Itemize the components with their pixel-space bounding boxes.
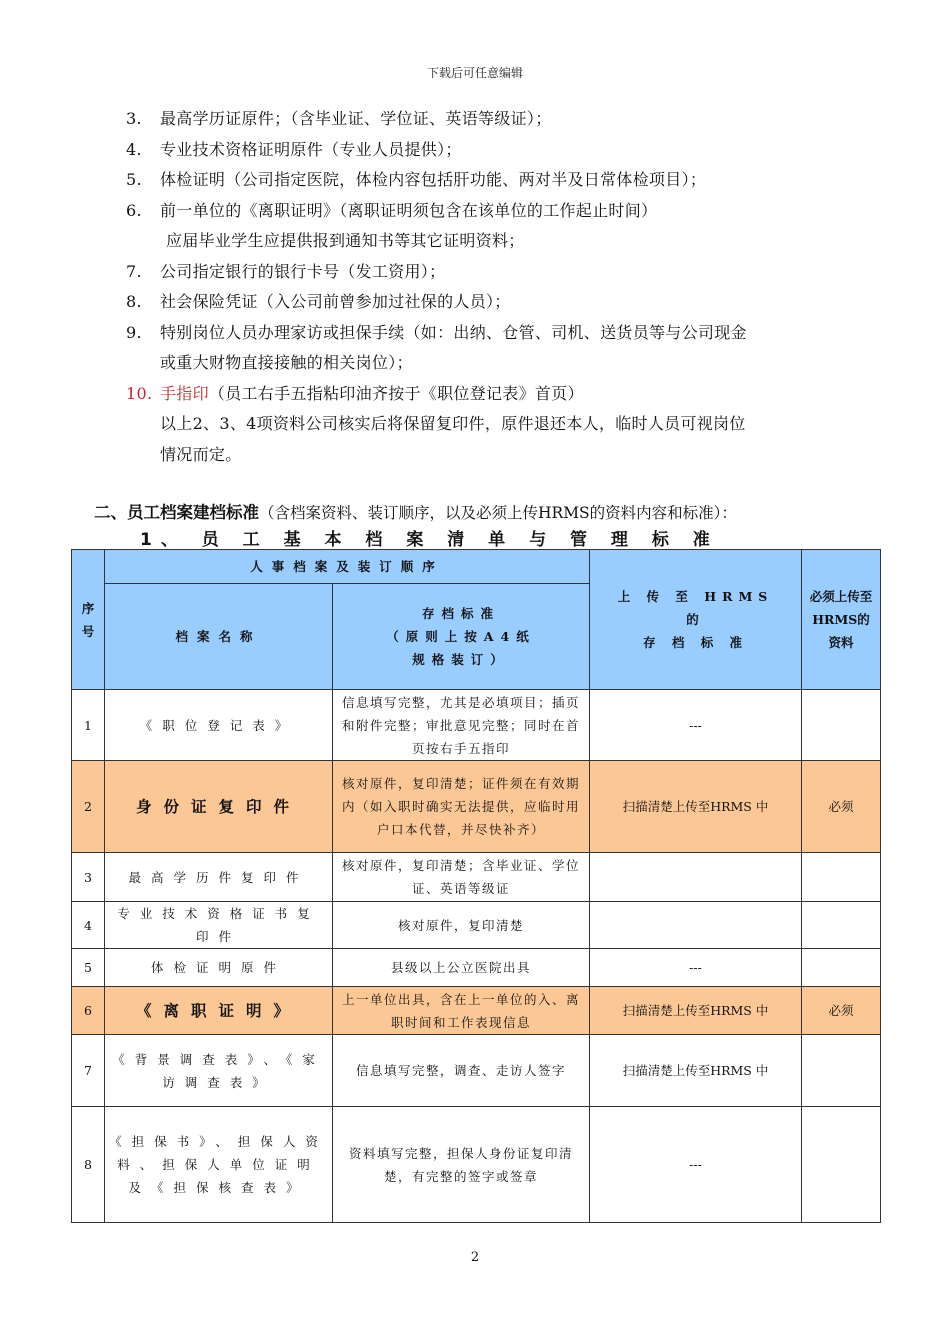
row-upload: 扫描清楚上传至HRMS 中 bbox=[590, 987, 802, 1035]
list-item-continuation: 或重大财物直接接触的相关岗位）； bbox=[160, 353, 413, 372]
row-seq: 8 bbox=[72, 1107, 105, 1223]
row-name: 身份证复印件 bbox=[105, 761, 333, 853]
list-item-continuation: 情况而定。 bbox=[160, 444, 242, 464]
row-must bbox=[802, 1107, 881, 1223]
row-name: 《背景调查表》、《家访调查表》 bbox=[105, 1035, 333, 1107]
row-standard: 信息填写完整，调查、走访人签字 bbox=[333, 1035, 590, 1107]
row-seq: 2 bbox=[72, 761, 105, 853]
row-seq: 1 bbox=[72, 690, 105, 761]
header-standard: 存档标准 （原则上按A4纸 规格装订） bbox=[333, 584, 590, 690]
row-name: 《职位登记表》 bbox=[105, 690, 333, 761]
row-seq: 7 bbox=[72, 1035, 105, 1107]
list-item-continuation: 应届毕业学生应提供报到通知书等其它证明资料； bbox=[166, 231, 525, 250]
row-standard: 上一单位出具，含在上一单位的入、离职时间和工作表现信息 bbox=[333, 987, 590, 1035]
row-upload: 扫描清楚上传至HRMS 中 bbox=[590, 761, 802, 853]
row-standard: 核对原件，复印清楚 bbox=[333, 902, 590, 949]
row-must bbox=[802, 1035, 881, 1107]
row-name: 最高学历件复印件 bbox=[105, 853, 333, 902]
row-must bbox=[802, 949, 881, 987]
row-upload: 扫描清楚上传至HRMS 中 bbox=[590, 1035, 802, 1107]
header-seq: 序号 bbox=[72, 550, 105, 690]
row-seq: 3 bbox=[72, 853, 105, 902]
row-standard: 资料填写完整，担保人身份证复印清楚，有完整的签字或签章 bbox=[333, 1107, 590, 1223]
list-item: 7. 公司指定银行的银行卡号（发工资用）； bbox=[126, 261, 446, 281]
header-must-upload: 必须上传至HRMS的资料 bbox=[802, 550, 881, 690]
section-note: （含档案资料、装订顺序，以及必须上传HRMS的资料内容和标准）： bbox=[259, 504, 737, 522]
table-row bbox=[72, 987, 881, 1035]
row-must bbox=[802, 853, 881, 902]
row-standard: 县级以上公立医院出具 bbox=[333, 949, 590, 987]
row-must bbox=[802, 902, 881, 949]
table-row bbox=[72, 853, 881, 902]
row-must: 必须 bbox=[802, 987, 881, 1035]
row-must: 必须 bbox=[802, 761, 881, 853]
header-upload: 上 传 至 HRMS 的 存 档 标 准 bbox=[590, 550, 802, 690]
row-name: 体检证明原件 bbox=[105, 949, 333, 987]
list-item: 4. 专业技术资格证明原件（专业人员提供）； bbox=[126, 139, 462, 159]
table-row bbox=[72, 1035, 881, 1107]
table-row bbox=[72, 761, 881, 853]
page-number: 2 bbox=[470, 1250, 480, 1265]
list-item: 9. 特别岗位人员办理家访或担保手续（如：出纳、仓管、司机、送货员等与公司现金 bbox=[126, 322, 747, 342]
header-group: 人事档案及装订顺序 bbox=[105, 550, 590, 584]
row-upload: --- bbox=[590, 690, 802, 761]
fingerprint-highlight: 手指印 bbox=[160, 383, 209, 403]
row-seq: 5 bbox=[72, 949, 105, 987]
header-note: 下载后可任意编辑 bbox=[426, 66, 523, 80]
row-upload bbox=[590, 902, 802, 949]
requirements-list bbox=[126, 104, 866, 470]
table-row bbox=[72, 949, 881, 987]
row-must bbox=[802, 690, 881, 761]
row-seq: 6 bbox=[72, 987, 105, 1035]
list-item: 5. 体检证明（公司指定医院，体检内容包括肝功能、两对半及日常体检项目）； bbox=[126, 170, 707, 189]
archive-table bbox=[71, 549, 881, 1223]
list-item: 8. 社会保险凭证（入公司前曾参加过社保的人员）； bbox=[126, 292, 511, 311]
table-row bbox=[72, 902, 881, 949]
row-upload: --- bbox=[590, 949, 802, 987]
row-seq: 4 bbox=[72, 902, 105, 949]
row-standard: 核对原件，复印清楚；证件须在有效期内（如入职时确实无法提供，应临时用户口本代替，并尽快补齐） bbox=[333, 761, 590, 853]
row-standard: 核对原件，复印清楚；含毕业证、学位证、英语等级证 bbox=[333, 853, 590, 902]
table-subtitle: 1、 员 工 基 本 档 案 清 单 与 管 理 标 准 bbox=[140, 530, 719, 550]
row-upload bbox=[590, 853, 802, 902]
row-upload: --- bbox=[590, 1107, 802, 1223]
row-name: 专业技术资格证书复印件 bbox=[105, 902, 333, 949]
row-standard: 信息填写完整，尤其是必填项目；插页和附件完整；审批意见完整；同时在首页按右手五指印 bbox=[333, 690, 590, 761]
section-title: 二、员工档案建档标准（含档案资料、装订顺序，以及必须上传HRMS的资料内容和标准）： bbox=[94, 503, 737, 522]
list-item: 3. 最高学历证原件；（含毕业证、学位证、英语等级证）； bbox=[126, 109, 552, 128]
list-item: 6. 前一单位的《离职证明》（离职证明须包含在该单位的工作起止时间） bbox=[126, 200, 658, 220]
table-row bbox=[72, 1107, 881, 1223]
row-name: 《担保书》、担保人资料、担保人单位证明及《担保核查表》 bbox=[105, 1107, 333, 1223]
header-name: 档案名称 bbox=[105, 584, 333, 690]
list-item-continuation: 以上2、3、4项资料公司核实后将保留复印件，原件退还本人，临时人员可视岗位 bbox=[160, 414, 746, 433]
row-name: 《离职证明》 bbox=[105, 987, 333, 1035]
list-item: 10. 手指印（员工右手五指粘印油齐按于《职位登记表》首页） bbox=[126, 383, 584, 403]
table-row bbox=[72, 690, 881, 761]
